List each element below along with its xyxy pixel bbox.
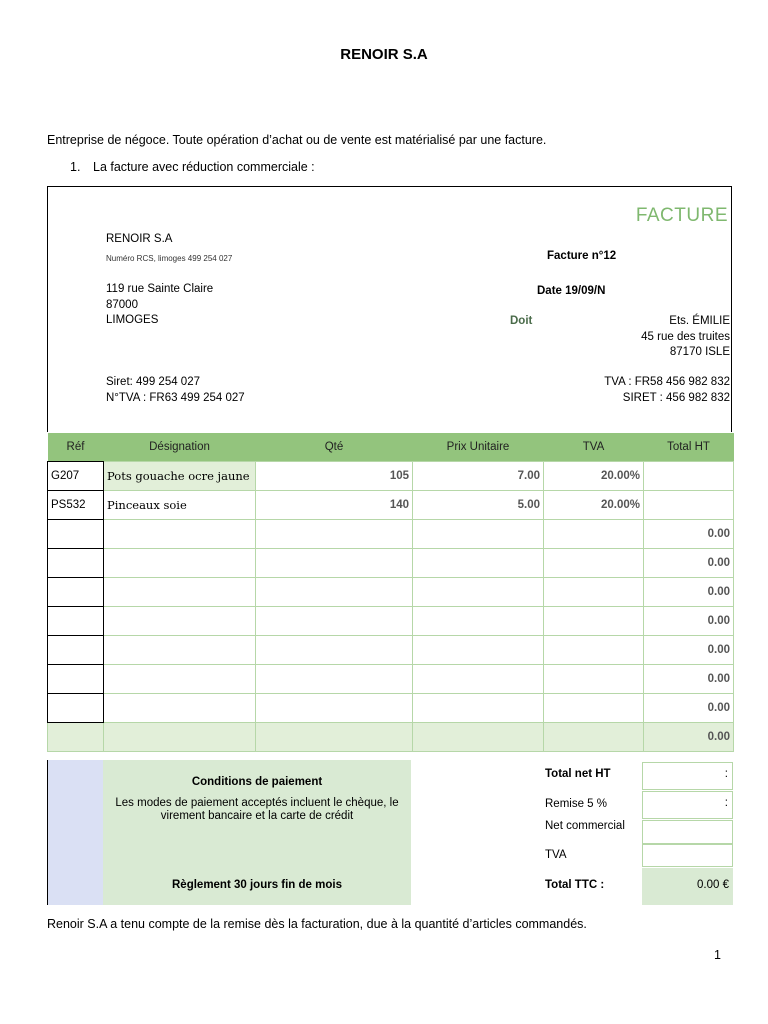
list-item-text: La facture avec réduction commerciale : [93,160,315,174]
footer-text: Renoir S.A a tenu compte de la remise dès la facturation, due à la quantité d’articles commandés. [47,917,587,931]
row-price[interactable] [413,665,544,694]
row-ref[interactable] [48,665,104,694]
row-tva[interactable]: 20.00% [544,462,644,491]
row-tva[interactable] [544,549,644,578]
seller-rcs: Numéro RCS, limoges 499 254 027 [106,254,233,263]
col-ref-header: Réf [48,433,104,462]
invoice-number: Facture n°12 [547,250,617,262]
row-ref[interactable]: G207 [48,462,104,491]
sum-cell [413,723,544,752]
row-designation[interactable] [104,607,256,636]
doit-label: Doit [510,315,533,327]
client-city: 87170 ISLE [669,346,730,358]
seller-zip: 87000 [106,299,138,311]
table-row [48,549,734,578]
row-total: 0.00 [644,607,734,636]
table-row [48,636,734,665]
col-tva-header: TVA [544,433,644,462]
total-net-ht-label: Total net HT [545,768,611,780]
intro-text: Entreprise de négoce. Toute opération d’achat ou de vente est matérialisé par une facture. [47,133,547,147]
row-ref[interactable] [48,578,104,607]
invoice-date: Date 19/09/N [537,285,606,297]
row-designation[interactable] [104,694,256,723]
row-price[interactable] [413,607,544,636]
table-row [48,607,734,636]
row-tva[interactable] [544,694,644,723]
row-designation[interactable] [104,665,256,694]
table-row [48,665,734,694]
table-row [48,491,734,520]
row-qty[interactable] [256,665,413,694]
row-total: 0.00 [644,665,734,694]
row-designation[interactable] [104,549,256,578]
remise-label: Remise 5 % [545,798,607,810]
client-name: Ets. ÉMILIE [669,315,730,327]
row-qty[interactable] [256,578,413,607]
seller-name: RENOIR S.A [106,233,173,245]
row-total [644,462,734,491]
row-qty[interactable] [256,520,413,549]
row-designation[interactable] [104,636,256,665]
sum-row [48,723,734,752]
row-designation[interactable] [104,578,256,607]
seller-city: LIMOGES [106,314,159,326]
row-price[interactable] [413,549,544,578]
row-ref[interactable] [48,636,104,665]
table-row [48,462,734,491]
table-row [48,578,734,607]
row-qty[interactable]: 105 [256,462,413,491]
row-ref[interactable] [48,607,104,636]
row-price[interactable] [413,520,544,549]
items-table [47,433,734,752]
sum-cell [256,723,413,752]
row-ref[interactable]: PS532 [48,491,104,520]
net-commercial-label: Net commercial [545,820,625,832]
page-number: 1 [714,948,721,962]
side-panel [47,760,103,905]
row-ref[interactable] [48,520,104,549]
row-ref[interactable] [48,549,104,578]
row-qty[interactable] [256,694,413,723]
table-row [48,520,734,549]
row-total [644,491,734,520]
row-qty[interactable] [256,607,413,636]
total-ttc-label: Total TTC : [545,879,605,891]
table-row [48,694,734,723]
seller-street: 119 rue Sainte Claire [106,283,214,295]
tva-label: TVA [545,849,567,861]
row-total: 0.00 [644,636,734,665]
row-qty[interactable] [256,549,413,578]
row-total: 0.00 [644,694,734,723]
sum-cell [544,723,644,752]
col-total-header: Total HT [644,433,734,462]
row-qty[interactable] [256,636,413,665]
row-designation[interactable]: Pinceaux soie [104,491,256,520]
row-designation[interactable]: Pots gouache ocre jaune [104,462,256,491]
row-price[interactable] [413,636,544,665]
row-tva[interactable] [544,520,644,549]
row-price[interactable]: 7.00 [413,462,544,491]
row-designation[interactable] [104,520,256,549]
row-total: 0.00 [644,578,734,607]
client-siret: SIRET : 456 982 832 [622,392,730,404]
table-header [48,433,734,462]
row-tva[interactable] [544,578,644,607]
row-tva[interactable] [544,665,644,694]
client-street: 45 rue des truites [641,331,730,343]
net-commercial-value [642,820,733,844]
conditions-title: Conditions de paiement [191,776,323,788]
row-total: 0.00 [644,549,734,578]
row-price[interactable]: 5.00 [413,491,544,520]
row-tva[interactable] [544,636,644,665]
page-title: RENOIR S.A [340,46,428,63]
seller-tva: N°TVA : FR63 499 254 027 [106,392,245,404]
row-tva[interactable] [544,607,644,636]
list-item-number: 1. [70,160,81,174]
col-price-header: Prix Unitaire [413,433,544,462]
invoice-label: FACTURE [635,205,728,226]
row-tva[interactable]: 20.00% [544,491,644,520]
conditions-reglement: Règlement 30 jours fin de mois [172,879,342,891]
conditions-text: Les modes de paiement acceptés incluent le chèque, le virement bancaire et la carte de crédit [115,797,399,822]
tva-value [642,844,733,867]
row-price[interactable] [413,578,544,607]
sum-total: 0.00 [644,723,734,752]
row-qty[interactable]: 140 [256,491,413,520]
row-price[interactable] [413,694,544,723]
client-tva: TVA : FR58 456 982 832 [604,376,730,388]
row-total: 0.00 [644,520,734,549]
seller-siret: Siret: 499 254 027 [106,376,200,388]
col-designation-header: Désignation [104,433,256,462]
row-ref[interactable] [48,694,104,723]
sum-cell [104,723,256,752]
remise-value: : [642,791,733,819]
total-net-ht-value: : [642,762,733,790]
sum-cell [48,723,104,752]
col-qty-header: Qté [256,433,413,462]
total-ttc-value: 0.00 € [642,868,733,905]
